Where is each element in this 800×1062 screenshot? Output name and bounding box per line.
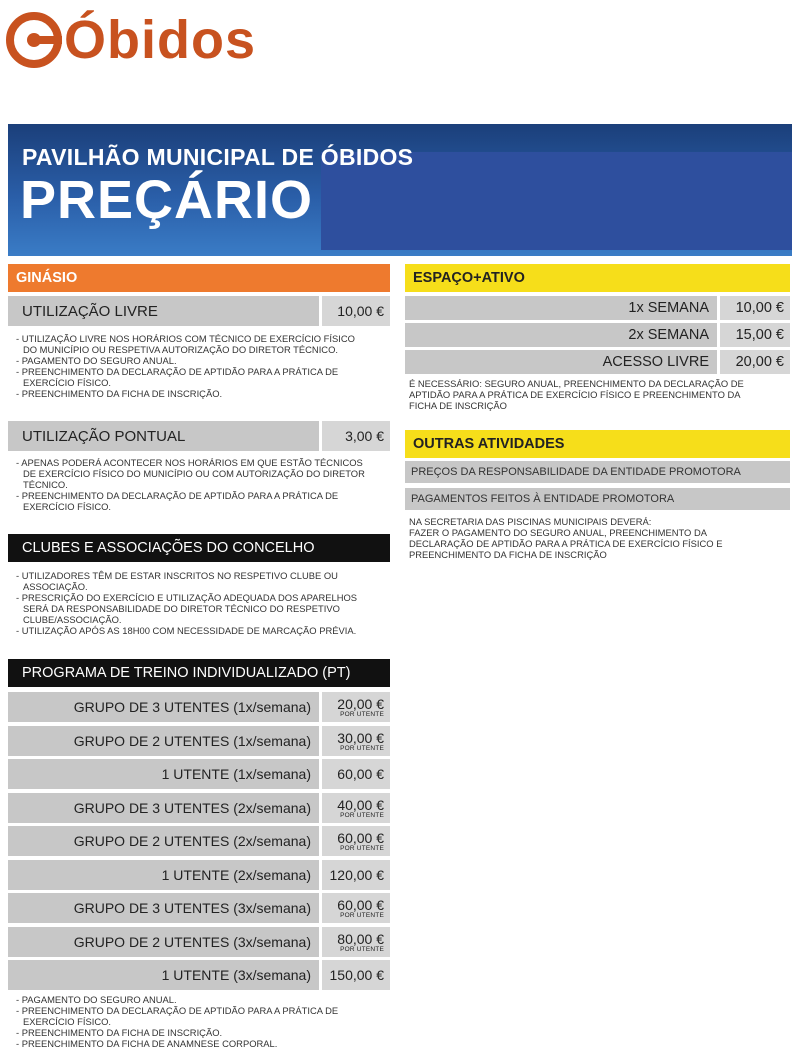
price-value: 150,00 € bbox=[329, 967, 384, 983]
price-value: 20,00 € bbox=[735, 354, 784, 370]
price-value: 30,00 € bbox=[337, 729, 384, 746]
note-line: EXERCÍCIO FÍSICO. bbox=[23, 1016, 112, 1027]
pt-row bbox=[8, 927, 390, 957]
pt-notes bbox=[16, 994, 338, 1049]
note-line: SERÁ DA RESPONSABILIDADE DO DIRETOR TÉCNICO DO RESPETIVO bbox=[23, 603, 340, 614]
espaco-notes bbox=[409, 378, 744, 411]
outras-bar-precos: PREÇOS DA RESPONSABILIDADE DA ENTIDADE PROMOTORA bbox=[405, 461, 790, 483]
row-price bbox=[322, 793, 390, 823]
target-logo-icon bbox=[6, 12, 62, 68]
row-utilizacao-livre bbox=[8, 296, 390, 326]
note-line: DE EXERCÍCIO FÍSICO DO MUNICÍPIO OU COM AUTORIZAÇÃO DO DIRETOR bbox=[23, 468, 365, 479]
row-label: GRUPO DE 3 UTENTES (1x/semana) bbox=[8, 692, 319, 722]
note-line: FICHA DE INSCRIÇÃO bbox=[409, 400, 507, 411]
note-line: - PREENCHIMENTO DA DECLARAÇÃO DE APTIDÃO PARA A PRÁTICA DE bbox=[16, 490, 339, 501]
note-line: EXERCÍCIO FÍSICO. bbox=[23, 501, 112, 512]
price-value: 80,00 € bbox=[337, 930, 384, 947]
note-line: - PREENCHIMENTO DA FICHA DE INSCRIÇÃO. bbox=[16, 1027, 223, 1038]
row-price bbox=[322, 421, 390, 451]
note-line: - APENAS PODERÁ ACONTECER NOS HORÁRIOS EM QUE ESTÃO TÉCNICOS bbox=[16, 457, 363, 468]
note-line: - PAGAMENTO DO SEGURO ANUAL. bbox=[16, 355, 177, 366]
pt-row bbox=[8, 893, 390, 923]
per-utente-label: POR UTENTE bbox=[340, 744, 384, 752]
pt-row bbox=[8, 726, 390, 756]
note-line: - UTILIZAÇÃO LIVRE NOS HORÁRIOS COM TÉCNICO DE EXERCÍCIO FÍSICO bbox=[16, 333, 355, 344]
price-value: 10,00 € bbox=[735, 300, 784, 316]
row-price bbox=[322, 927, 390, 957]
row-price bbox=[322, 860, 390, 890]
pt-row bbox=[8, 793, 390, 823]
row-price bbox=[322, 296, 390, 326]
note-line: É NECESSÁRIO: SEGURO ANUAL, PREENCHIMENTO DA DECLARAÇÃO DE bbox=[409, 378, 744, 389]
row-label: ACESSO LIVRE bbox=[405, 350, 717, 374]
note-line: ASSOCIAÇÃO. bbox=[23, 581, 88, 592]
outras-bar-pagamentos: PAGAMENTOS FEITOS À ENTIDADE PROMOTORA bbox=[405, 488, 790, 510]
per-utente-label: POR UTENTE bbox=[340, 912, 384, 919]
row-price bbox=[720, 323, 790, 347]
note-line: NA SECRETARIA DAS PISCINAS MUNICIPAIS DEVERÁ: bbox=[409, 516, 652, 527]
espaco-row bbox=[405, 296, 790, 320]
row-label: GRUPO DE 2 UTENTES (1x/semana) bbox=[8, 726, 319, 756]
note-line: EXERCÍCIO FÍSICO. bbox=[23, 377, 112, 388]
row-price bbox=[322, 960, 390, 990]
note-line: - PREENCHIMENTO DA FICHA DE ANAMNESE CORPORAL. bbox=[16, 1038, 278, 1049]
row-price bbox=[322, 726, 390, 756]
note-line: - PREENCHIMENTO DA DECLARAÇÃO DE APTIDÃO PARA A PRÁTICA DE bbox=[16, 366, 339, 377]
note-line: TÉCNICO. bbox=[23, 479, 68, 490]
row-label: 1x SEMANA bbox=[405, 296, 717, 320]
banner-subtitle: PAVILHÃO MUNICIPAL DE ÓBIDOS bbox=[22, 144, 414, 170]
row-label: GRUPO DE 3 UTENTES (2x/semana) bbox=[8, 793, 319, 823]
note-line: - PAGAMENTO DO SEGURO ANUAL. bbox=[16, 994, 177, 1005]
row-price bbox=[322, 826, 390, 856]
pt-row bbox=[8, 860, 390, 890]
pt-row bbox=[8, 692, 390, 722]
row-label: 2x SEMANA bbox=[405, 323, 717, 347]
clubes-header: CLUBES E ASSOCIAÇÕES DO CONCELHO bbox=[8, 534, 390, 562]
price-value: 15,00 € bbox=[735, 327, 784, 343]
espaco-ativo-header: ESPAÇO+ATIVO bbox=[405, 264, 790, 292]
page-title: PREÇÁRIO bbox=[20, 170, 314, 230]
row-price bbox=[720, 296, 790, 320]
note-line: - UTILIZADORES TÊM DE ESTAR INSCRITOS NO RESPETIVO CLUBE OU bbox=[16, 570, 338, 581]
per-utente-label: POR UTENTE bbox=[340, 711, 384, 718]
row-label: UTILIZAÇÃO LIVRE bbox=[8, 296, 319, 326]
obidos-logo bbox=[6, 6, 256, 74]
pt-header: PROGRAMA DE TREINO INDIVIDUALIZADO (PT) bbox=[8, 659, 390, 687]
row-utilizacao-pontual bbox=[8, 421, 390, 451]
note-line: DECLARAÇÃO DE APTIDÃO PARA A PRÁTICA DE EXERCÍCIO FÍSICO E bbox=[409, 538, 723, 549]
header-banner bbox=[8, 124, 792, 256]
price-value: 120,00 € bbox=[329, 866, 384, 883]
note-line: - PREENCHIMENTO DA DECLARAÇÃO DE APTIDÃO PARA A PRÁTICA DE bbox=[16, 1005, 339, 1016]
row-price bbox=[322, 759, 390, 789]
row-label: 1 UTENTE (3x/semana) bbox=[8, 960, 319, 990]
note-line: FAZER O PAGAMENTO DO SEGURO ANUAL, PREENCHIMENTO DA bbox=[409, 527, 707, 538]
row-price bbox=[322, 692, 390, 722]
pt-row bbox=[8, 826, 390, 856]
note-line: - PREENCHIMENTO DA FICHA DE INSCRIÇÃO. bbox=[16, 388, 223, 399]
espaco-row bbox=[405, 350, 790, 374]
row-label: 1 UTENTE (2x/semana) bbox=[8, 860, 319, 890]
price-value: 60,00 € bbox=[337, 897, 384, 913]
pt-row bbox=[8, 759, 390, 789]
per-utente-label: POR UTENTE bbox=[340, 845, 384, 852]
note-line: APTIDÃO PARA A PRÁTICA DE EXERCÍCIO FÍSICO E PREENCHIMENTO DA bbox=[409, 389, 741, 400]
row-label: 1 UTENTE (1x/semana) bbox=[8, 759, 319, 789]
note-line: - PRESCRIÇÃO DO EXERCÍCIO E UTILIZAÇÃO ADEQUADA DOS APARELHOS bbox=[16, 592, 358, 603]
ginasio-pontual-notes bbox=[16, 457, 365, 512]
price-value: 60,00 € bbox=[337, 830, 384, 846]
row-label: GRUPO DE 3 UTENTES (3x/semana) bbox=[8, 893, 319, 923]
price-value: 3,00 € bbox=[345, 428, 384, 444]
row-label: GRUPO DE 2 UTENTES (2x/semana) bbox=[8, 826, 319, 856]
per-utente-label: POR UTENTE bbox=[340, 945, 384, 953]
row-label: UTILIZAÇÃO PONTUAL bbox=[8, 421, 319, 451]
ginasio-header: GINÁSIO bbox=[8, 264, 390, 292]
row-price bbox=[322, 893, 390, 923]
row-price bbox=[720, 350, 790, 374]
outras-atividades-header: OUTRAS ATIVIDADES bbox=[405, 430, 790, 458]
note-line: DO MUNICÍPIO OU RESPETIVA AUTORIZAÇÃO DO DIRETOR TÉCNICO. bbox=[23, 344, 338, 355]
outras-notes bbox=[409, 516, 722, 560]
note-line: PREENCHIMENTO DA FICHA DE INSCRIÇÃO bbox=[409, 549, 607, 560]
logo-text: Óbidos bbox=[64, 10, 256, 70]
price-value: 40,00 € bbox=[337, 796, 384, 813]
espaco-row bbox=[405, 323, 790, 347]
price-value: 10,00 € bbox=[337, 303, 384, 319]
row-label: GRUPO DE 2 UTENTES (3x/semana) bbox=[8, 927, 319, 957]
price-value: 20,00 € bbox=[337, 696, 384, 712]
price-value: 60,00 € bbox=[337, 766, 384, 782]
note-line: - UTILIZAÇÃO APÓS AS 18H00 COM NECESSIDADE DE MARCAÇÃO PRÉVIA. bbox=[16, 625, 357, 636]
ginasio-livre-notes bbox=[16, 333, 355, 399]
per-utente-label: POR UTENTE bbox=[340, 811, 384, 819]
pt-row bbox=[8, 960, 390, 990]
clubes-notes bbox=[16, 570, 357, 636]
note-line: CLUBE/ASSOCIAÇÃO. bbox=[23, 614, 122, 625]
